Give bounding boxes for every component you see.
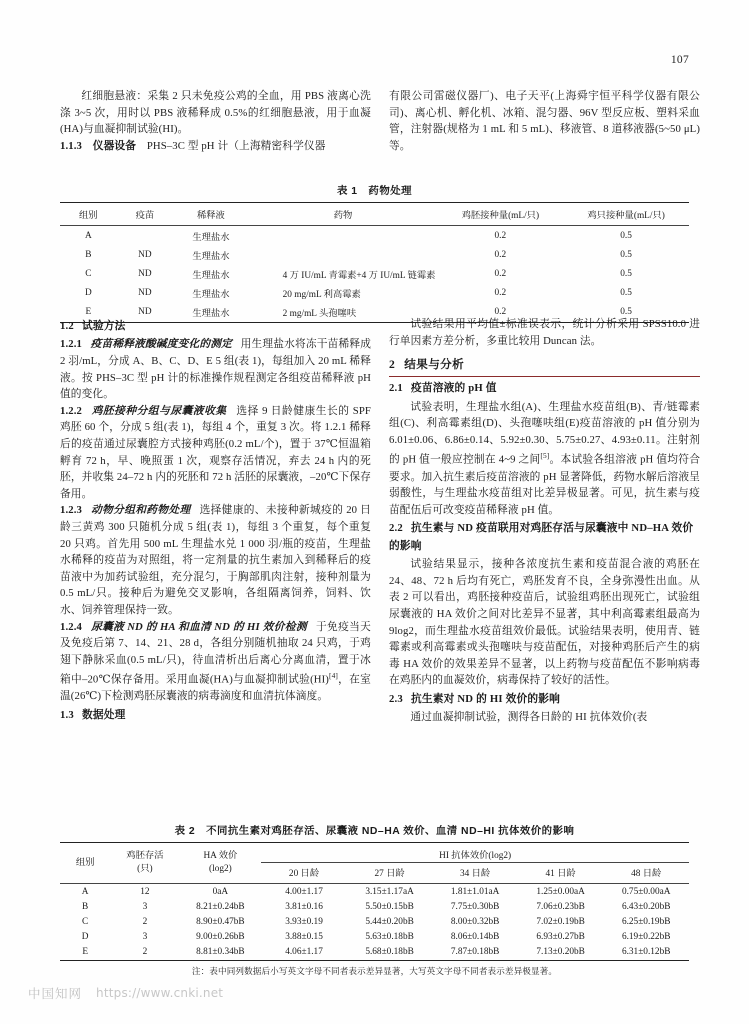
cell-day-41: 7.13±0.20bB (536, 947, 585, 958)
cell-day-34: 1.81±1.01aA (450, 886, 500, 897)
section-1-2-1 (60, 336, 371, 402)
cell-day-27: 5.63±0.18bB (365, 932, 414, 943)
table-2-body (60, 884, 689, 961)
cell-ha-titer: 0aA (212, 886, 229, 897)
cell-day-20: 4.00±1.17 (285, 886, 323, 897)
section-body: 选择健康的、未接种新城疫的 20 日龄三黄鸡 300 只随机分成 5 组(表 1)，每组 3 个重复，每个重复 20 只鸡。首先用 500 mL 生理盐水兑 1 000 羽/瓶的疫苗，生理盐水稀释的疫苗为对照组，将一定剂量的抗生素加入到稀释后的疫苗液中为加药试验组，充分混匀，于胸部肌肉注射，接种剂量为 0.5 mL/只。接种后为避免交叉影响，各组隔离饲养，饲料、饮水、饲养管理保持一致。 (60, 504, 371, 616)
cell-diluent: 生理盐水 (192, 232, 230, 243)
cell-day-41: 6.93±0.27bB (536, 932, 585, 943)
left-column (60, 316, 371, 726)
section-number: 1.2.3 (60, 504, 82, 517)
section-body: PHS–3C 型 pH 计（上海精密科学仪器 (146, 139, 326, 152)
cell-day-48: 6.31±0.12bB (621, 947, 671, 958)
paragraph-text: 试验表明，生理盐水组(A)、生理盐水疫苗组(B)、青/链霉素组(C)、利高霉素组(D)、头孢噻呋组(E)疫苗溶液的 pH 值分别为 6.01±0.06、6.86±0.14、5.92±0.30、5.75±0.27、4.93±0.11。注射剂的 pH 值一般应控制在 4~9 之间 (389, 400, 700, 466)
left-column-top (60, 88, 371, 154)
header-line-2: (只) (137, 864, 153, 874)
section-title: 仪器设备 (92, 139, 137, 152)
section-number: 1.2.4 (60, 620, 82, 633)
cell-day-27: 5.50±0.15bB (365, 901, 414, 912)
section-number: 1.2.1 (60, 338, 82, 351)
heading-1-2 (60, 318, 371, 335)
paragraph-text-cont: 。本试验各组溶液 pH 值均符合要求。加入抗生素后疫苗溶液的 pH 显著降低，药物水解后溶液呈弱酸性，与生理盐水疫苗组对比差异极显著。可见，抗生素与疫苗配伍后可改变疫苗稀释液 pH 值。 (389, 453, 700, 516)
cell-ha-titer: 8.21±0.24bB (196, 901, 245, 912)
cell-day-34: 8.06±0.14bB (450, 932, 500, 943)
cell-day-34: 7.87±0.18bB (450, 947, 500, 958)
table-row (60, 914, 689, 929)
cell-day-27: 5.68±0.18bB (365, 947, 414, 958)
heading-text: 抗生素对 ND 的 HI 效价的影响 (410, 692, 561, 705)
cell-group: B (85, 249, 92, 260)
section-1-1-3 (60, 138, 371, 155)
section-runin-title: 尿囊液 ND 的 HA 和血清 ND 的 HI 效价检测 (91, 620, 307, 633)
cell-day-20: 3.93±0.19 (285, 916, 323, 927)
table-2 (60, 842, 689, 961)
cell-survival: 3 (142, 901, 148, 912)
cell-chicken-dose: 0.5 (620, 230, 632, 241)
cell-chicken-dose: 0.5 (620, 268, 632, 279)
table-2-col-day-41: 41 日龄 (545, 869, 576, 879)
cell-day-27: 3.15±1.17aA (365, 886, 414, 897)
cell-group: E (85, 307, 92, 318)
heading-text: 疫苗溶液的 pH 值 (410, 382, 497, 395)
table-row (60, 245, 689, 264)
section-body: 用生理盐水将冻干苗稀释成 2 羽/mL，分成 A、B、C、D、E 5 组(表 1)，每组加入 20 mL 稀释液。按 PHS–3C 型 pH 计的标准操作规程测定各组疫苗稀释液 pH 值的变化。 (60, 338, 371, 401)
heading-2-results (389, 355, 700, 377)
table-1 (60, 202, 689, 323)
table-1-col-embryo-dose: 鸡胚接种量(mL/只) (461, 211, 540, 221)
right-column (389, 316, 700, 726)
heading-number: 1.3 (60, 709, 74, 722)
section-runin-title: 疫苗稀释液酸碱度变化的测定 (90, 338, 232, 351)
heading-1-3 (60, 707, 371, 724)
section-runin-title: 动物分组和药物处理 (91, 504, 191, 517)
page-header (60, 54, 689, 76)
section-body-cont: ，在室温(26℃)下检测鸡胚尿囊液的病毒滴度和血清抗体滴度。 (60, 673, 371, 703)
cell-vaccine: ND (138, 249, 152, 260)
cell-group: A (84, 230, 92, 241)
table-1-col-drug: 药物 (333, 211, 353, 221)
table-row (60, 899, 689, 914)
cell-survival: 2 (142, 947, 148, 958)
heading-text: 抗生素与 ND 疫苗联用对鸡胚存活与尿囊液中 ND–HA 效价的影响 (389, 522, 694, 552)
cell-day-34: 7.75±0.30bB (450, 901, 500, 912)
cell-embryo-dose: 0.2 (494, 288, 507, 299)
cell-day-20: 4.06±1.17 (285, 947, 323, 958)
cell-embryo-dose: 0.2 (494, 307, 507, 318)
reference-marker: [5] (540, 451, 550, 461)
paragraph-hi-results: 通过血凝抑制试验，测得各日龄的 HI 抗体效价(表 (410, 711, 648, 724)
heading-number: 2.2 (389, 522, 403, 535)
cell-diluent: 生理盐水 (192, 251, 230, 262)
table-2-col-day-27: 27 日龄 (374, 869, 405, 879)
heading-2-3 (389, 691, 700, 708)
cell-vaccine: ND (138, 268, 152, 279)
table-2-col-day-34: 34 日龄 (459, 869, 491, 879)
cnki-url: https://www.cnki.net (96, 986, 224, 1000)
cell-day-41: 7.02±0.19bB (536, 916, 585, 927)
cell-group: E (82, 947, 88, 958)
table-row (60, 264, 689, 283)
heading-number: 2.1 (389, 382, 403, 395)
cell-diluent: 生理盐水 (192, 290, 230, 301)
heading-2-2 (389, 520, 700, 555)
table-row (60, 884, 689, 900)
cell-day-48: 0.75±0.00aA (621, 886, 671, 897)
heading-number: 2.3 (389, 692, 403, 705)
table-row (60, 226, 689, 246)
table-1-title: 表 1 药物处理 (336, 186, 412, 197)
cell-group: D (81, 932, 89, 943)
cell-survival: 3 (142, 932, 148, 943)
cell-drug (249, 245, 438, 264)
table-1-col-group: 组别 (78, 211, 98, 221)
cell-embryo-dose: 0.2 (494, 230, 507, 241)
table-2-col-day-48: 48 日龄 (631, 869, 662, 879)
cell-group: C (82, 916, 89, 927)
table-2-col-hi-group: HI 抗体效价(log2) (261, 843, 689, 863)
heading-text: 数据处理 (81, 709, 126, 722)
cell-diluent: 生理盐水 (192, 309, 230, 320)
cell-day-27: 5.44±0.20bB (365, 916, 414, 927)
table-1-body (60, 226, 689, 323)
heading-text: 试验方法 (81, 320, 126, 332)
cell-day-34: 8.00±0.32bB (450, 916, 500, 927)
cell-day-48: 6.19±0.22bB (621, 932, 671, 943)
table-2-col-group: 组别 (75, 857, 95, 868)
cell-embryo-dose: 0.2 (494, 249, 507, 260)
cell-group: B (82, 901, 89, 912)
cell-diluent: 生理盐水 (192, 270, 230, 281)
cell-chicken-dose: 0.5 (620, 307, 632, 318)
table-1-container (60, 182, 689, 323)
table-2-note: 注：表中同列数据后小写英文字母不同者表示差异显著，大写英文字母不同者表示差异极显著。 (191, 965, 558, 976)
cnki-logo-text: 中国知网 (28, 986, 83, 1001)
cell-day-41: 7.06±0.23bB (536, 901, 585, 912)
section-1-2-3 (60, 502, 371, 618)
table-2-container (60, 822, 689, 977)
heading-2-1 (389, 380, 700, 397)
paragraph-ph-results (389, 399, 700, 519)
table-2-col-day-20: 20 日龄 (288, 869, 320, 879)
heading-number: 1.2 (60, 320, 74, 332)
section-number: 1.1.3 (60, 139, 82, 152)
cell-ha-titer: 8.90±0.47bB (196, 916, 245, 927)
section-1-2-2 (60, 403, 371, 503)
section-runin-title: 鸡胚接种分组与尿囊液收集 (91, 404, 227, 417)
header-line-1: HA 效价 (203, 851, 238, 862)
section-number: 1.2.2 (60, 404, 82, 417)
paragraph-equipment-continued: 有限公司雷磁仪器厂)、电子天平(上海舜宇恒平科学仪器有限公司)、离心机、孵化机、冰箱、混匀器、96V 型反应板、塑料采血管，注射器(规格为 1 mL 和 5 mL)、移液管、8 道移液器(5~50 μL)等。 (389, 90, 700, 152)
paragraph-erythrocyte-suspension: 红细胞悬液：采集 2 只未免疫公鸡的全血，用 PBS 液离心洗涤 3~5 次，用时以 PBS 液稀释成 0.5%的红细胞悬液，用于血凝(HA)与血凝抑制试验(HI)。 (60, 90, 371, 136)
cell-group: C (85, 268, 92, 279)
table-row (60, 945, 689, 961)
cell-drug: 4 万 IU/mL 青霉素+4 万 IU/mL 链霉素 (282, 270, 436, 281)
cell-chicken-dose: 0.5 (620, 288, 632, 299)
header-line-1: 鸡胚存活 (126, 851, 164, 862)
cell-group: A (81, 886, 89, 897)
section-body: 选择 9 日龄健康生长的 SPF 鸡胚 60 个，分成 5 组(表 1)，每组 4 个，重复 3 次。将 1.2.1 稀释后的疫苗通过尿囊腔方式接种鸡胚(0.2 mL/个)，置于 37℃恒温箱孵育 72 h，早、晚照蛋 1 次，观察存活情况，弃去 24 h 内的死胚，并收集 24–72 h 内的死胚和 72 h 活胚的尿囊液，–20℃下保存备用。 (60, 404, 371, 500)
table-1-head (60, 203, 689, 226)
cell-day-48: 6.43±0.20bB (621, 901, 671, 912)
cell-drug (249, 226, 438, 246)
table-1-header-row (60, 203, 689, 226)
cnki-watermark (28, 984, 223, 1002)
cell-embryo-dose: 0.2 (494, 268, 507, 279)
cell-drug: 20 mg/mL 利高霉素 (282, 290, 361, 301)
table-2-col-embryo-survival (110, 843, 179, 884)
reference-marker: [4] (329, 671, 338, 681)
cell-day-20: 3.88±0.15 (285, 932, 323, 943)
page-number: 107 (670, 54, 689, 66)
right-column-top (389, 88, 700, 154)
cell-vaccine: ND (138, 288, 152, 299)
cell-vaccine: ND (138, 307, 152, 318)
heading-text: 结果与分析 (404, 358, 465, 372)
table-1-col-vaccine: 疫苗 (135, 211, 155, 221)
cell-ha-titer: 9.00±0.26bB (196, 932, 245, 943)
heading-number: 2 (389, 358, 396, 372)
cell-chicken-dose: 0.5 (620, 249, 632, 260)
header-line-2: (log2) (209, 864, 232, 874)
table-2-col-ha-titer (180, 843, 262, 884)
table-row (60, 930, 689, 945)
table-2-title: 表 2 不同抗生素对鸡胚存活、尿囊液 ND–HA 效价、血清 ND–HI 抗体效价的影响 (174, 826, 575, 837)
paragraph-ha-results: 试验结果显示，接种各浓度抗生素和疫苗混合液的鸡胚在 24、48、72 h 后均有死亡，鸡胚发育不良，全身弥漫性出血。从表 2 可以看出，鸡胚接种疫苗后，试验组鸡胚出现死亡，试验组尿囊液的 HA 效价之间对比差异不显著，其中利高霉素组最高为 9log2，而生理盐水疫苗组效价最低。试验结果表明，使用青、链霉素或利高霉素或头孢噻呋与疫苗配伍，对接种鸡胚后产生的病毒 HA 效价的效果差异不显著，以上药物与疫苗配伍不影响病毒在鸡胚内的血凝效价，病毒保持了较好的活性。 (389, 558, 700, 687)
table-1-col-diluent: 稀释液 (196, 211, 225, 221)
table-2-header-group-row (60, 843, 689, 863)
table-2-head (60, 843, 689, 884)
table-1-col-chicken-dose: 鸡只接种量(mL/只) (587, 211, 665, 221)
paragraph-statistics: 试验结果用平均值±标准误表示，统计分析采用 SPSS10.0 进行单因素方差分析，多重比较用 Duncan 法。 (389, 318, 700, 347)
cell-survival: 2 (142, 916, 148, 927)
cell-group: D (84, 288, 92, 299)
cell-drug: 2 mg/mL 头孢噻呋 (282, 309, 357, 320)
cell-day-48: 6.25±0.19bB (621, 916, 671, 927)
cell-vaccine (117, 226, 174, 246)
cell-day-20: 3.81±0.16 (285, 901, 323, 912)
main-columns (60, 316, 700, 726)
table-row (60, 284, 689, 303)
cell-ha-titer: 8.81±0.34bB (196, 947, 245, 958)
section-body: 于免疫当天及免疫后第 7、14、21、28 d，各组分别随机抽取 24 只鸡，于鸡翅下静脉采血(0.5 mL/只)，待血清析出后离心分离血清，置于冰箱中–20℃保存备用。采用血凝(HA)与血凝抑制试验(HI) (60, 620, 371, 686)
cell-survival: 12 (140, 886, 150, 897)
section-1-2-4 (60, 619, 371, 706)
top-columns (60, 88, 700, 154)
cell-day-41: 1.25±0.00aA (536, 886, 585, 897)
